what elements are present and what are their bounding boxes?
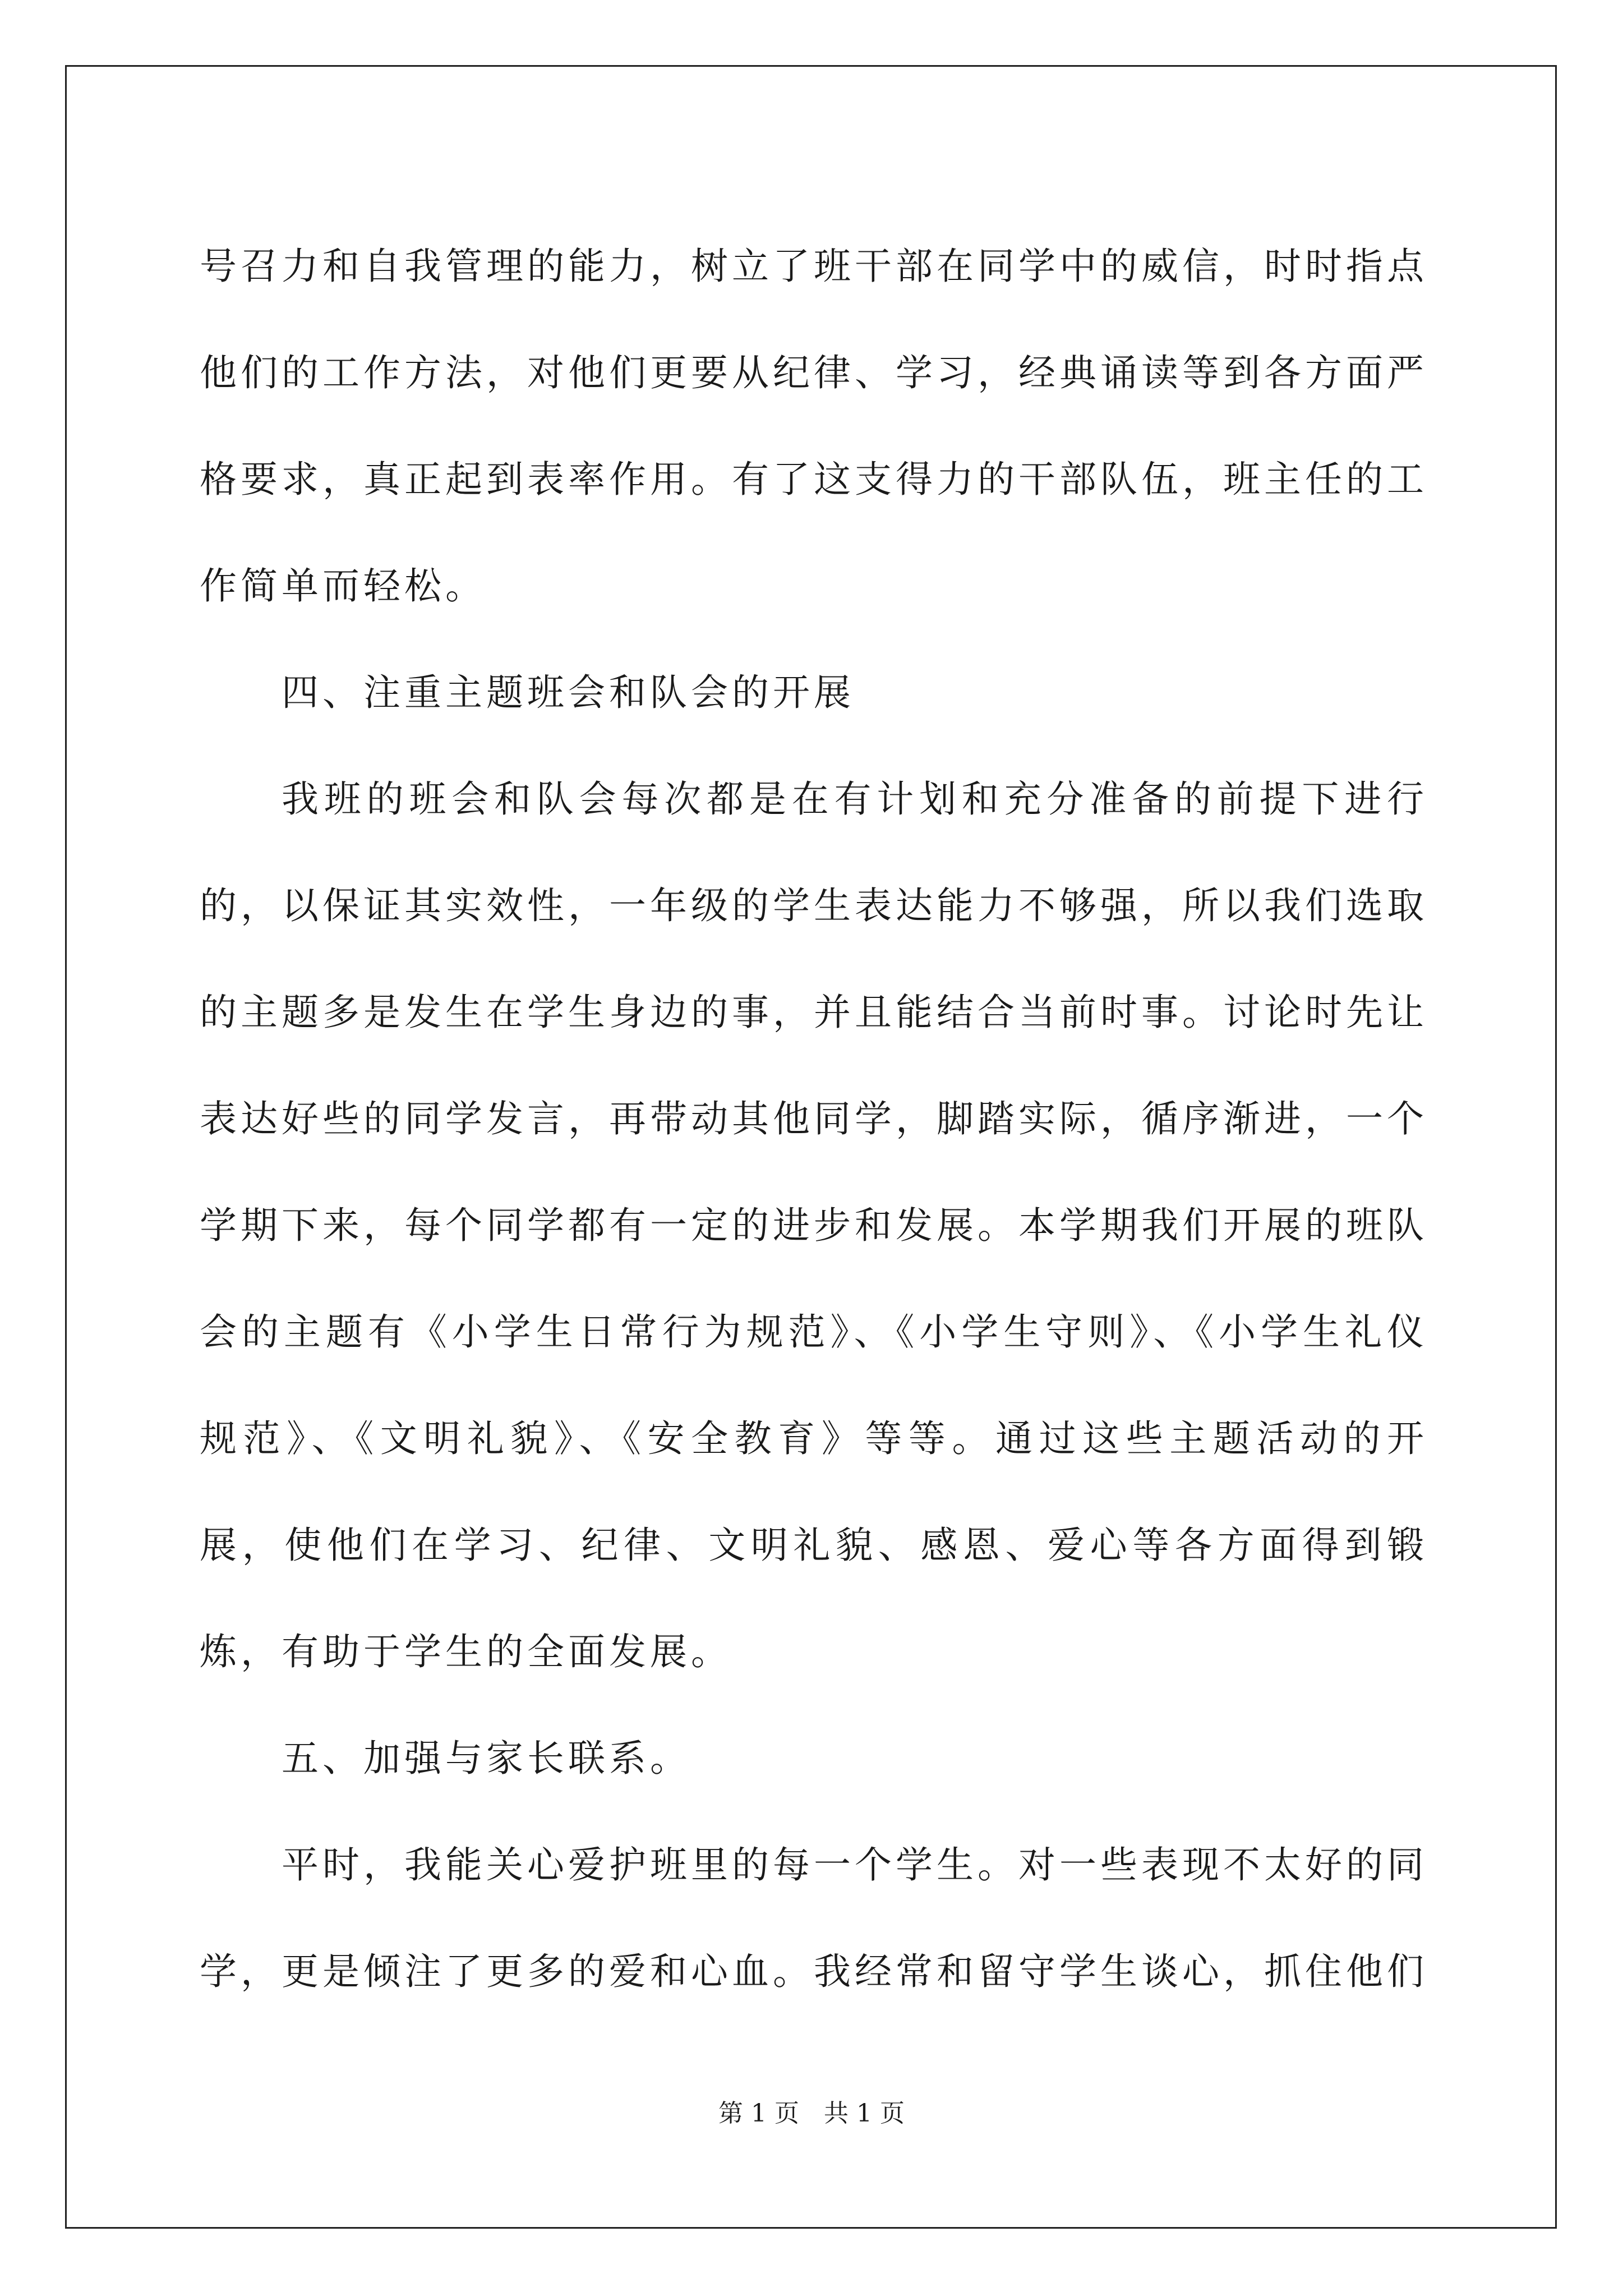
paragraph-3: 平时，我能关心爱护班里的每一个学生。对一些表现不太好的同学，更是倾注了更多的爱和心血。我经常和留守学生谈心，抓住他们 xyxy=(200,1843,1428,1993)
section-heading-4: 四、注重主题班会和队会的开展 xyxy=(282,671,855,714)
document-body xyxy=(200,213,1428,2025)
section-heading-5: 五、加强与家长联系。 xyxy=(282,1737,691,1780)
paragraph-2: 我班的班会和队会每次都是在有计划和充分准备的前提下进行的，以保证其实效性，一年级的学生表达能力不够强，所以我们选取的主题多是发生在学生身边的事，并且能结合当前时事。讨论时先让表达好些的同学发言，再带动其他同学，脚踏实际，循序渐进，一个学期下来，每个同学都有一定的进步和发展。本学期我们开展的班队会的主题有《小学生日常行为规范》、《小学生守则》、《小学生礼仪规范》、《文明礼貌》、《安全教育》等等。通过这些主题活动的开展，使他们在学习、纪律、文明礼貌、感恩、爱心等各方面得到锻炼，有助于学生的全面发展。 xyxy=(200,777,1428,1673)
paragraph-1: 号召力和自我管理的能力，树立了班干部在同学中的威信，时时指点他们的工作方法，对他们更要从纪律、学习，经典诵读等到各方面严格要求，真正起到表率作用。有了这支得力的干部队伍，班主任的工作简单而轻松。 xyxy=(200,245,1428,608)
page-footer: 第 1 页 共 1 页 xyxy=(718,2099,905,2128)
